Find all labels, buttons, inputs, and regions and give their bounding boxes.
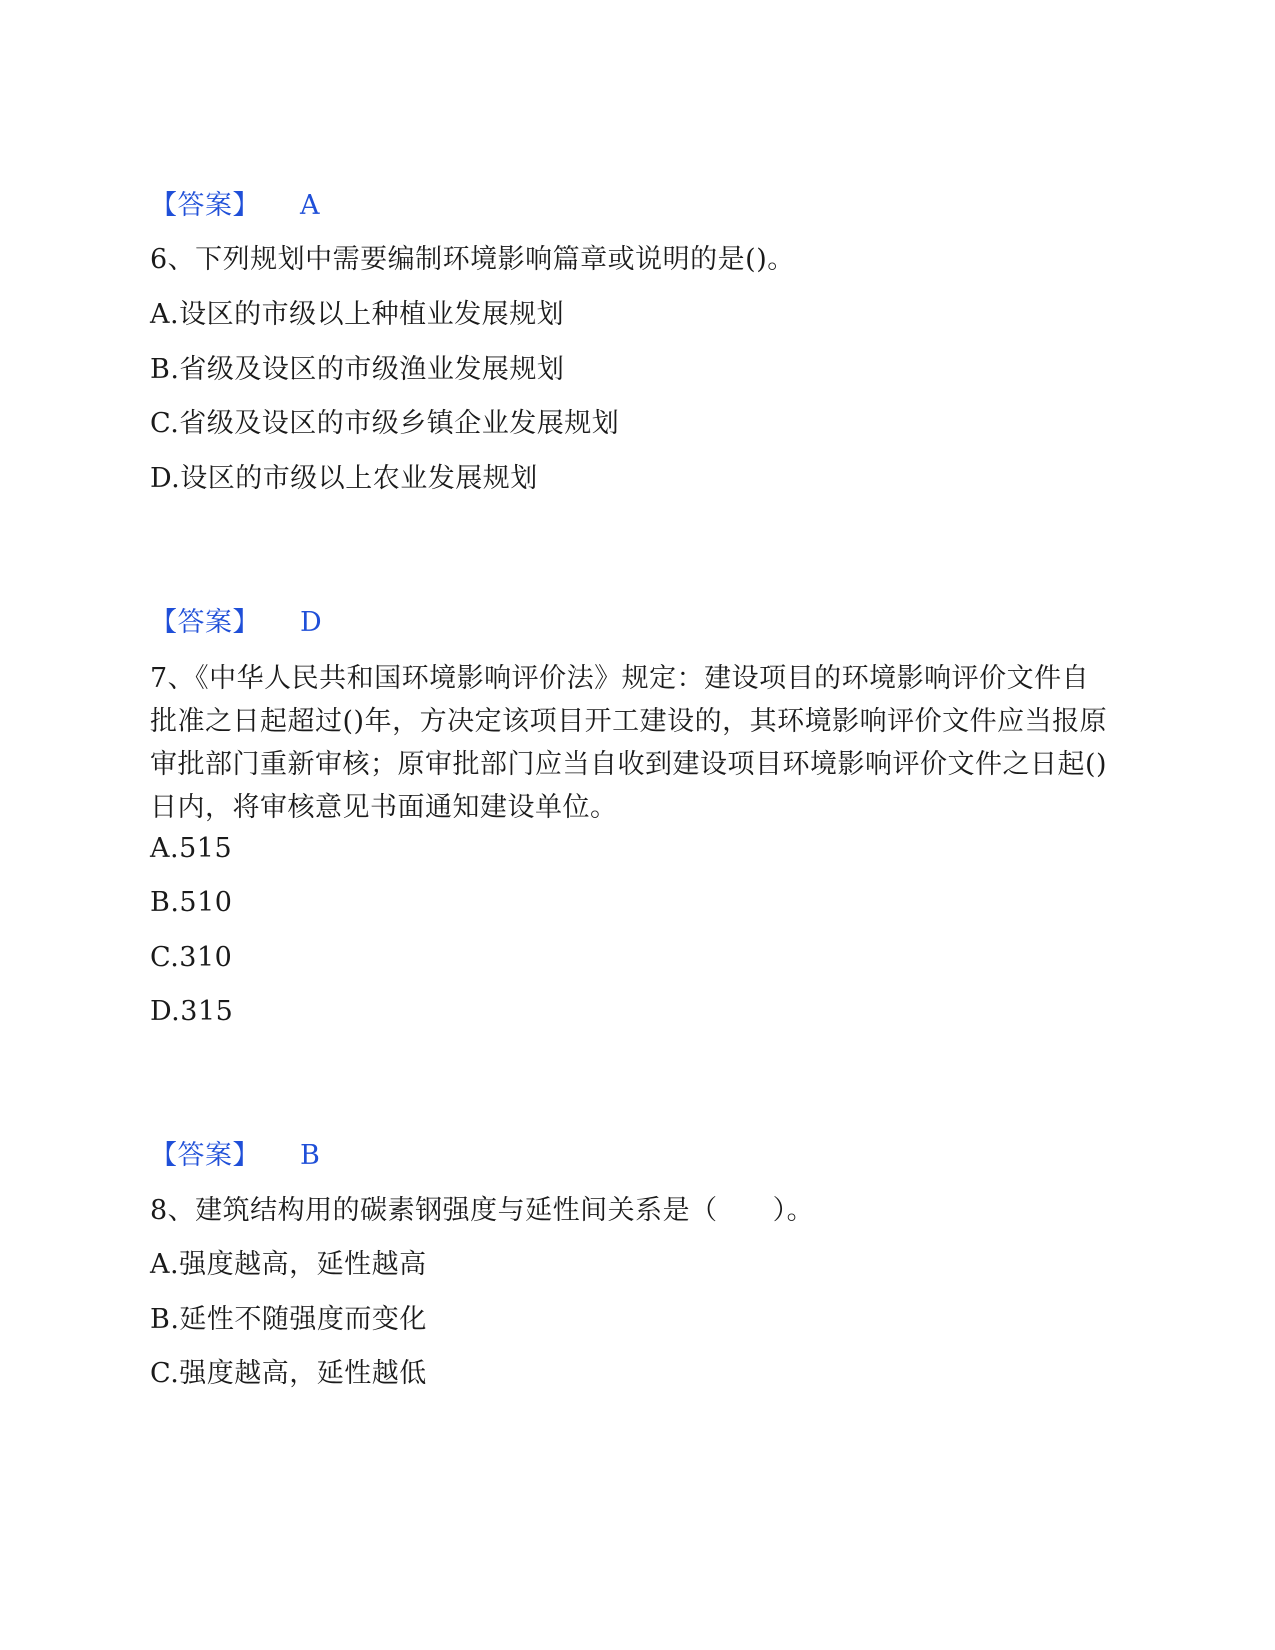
option-a: A.强度越高，延性越高 [150, 1249, 427, 1280]
option-d: D.315 [150, 996, 234, 1027]
answer-line [150, 603, 322, 643]
option-d: D.设区的市级以上农业发展规划 [150, 463, 538, 494]
option-b: B.延性不随强度而变化 [150, 1304, 427, 1335]
answer-value: D [300, 607, 323, 638]
answer-label: 【答案】 [150, 190, 260, 221]
option-a: A.设区的市级以上种植业发展规划 [150, 299, 565, 330]
question-text: 8、建筑结构用的碳素钢强度与延性间关系是（ ）。 [150, 1195, 815, 1226]
answer-line [150, 186, 320, 226]
answer-value: B [300, 1140, 321, 1171]
answer-label: 【答案】 [150, 607, 260, 638]
question-text: 7、《中华人民共和国环境影响评价法》规定：建设项目的环境影响评价文件自批准之日起超过()年，方决定该项目开工建设的，其环境影响评价文件应当报原审批部门重新审核；原审批部门应当自收到建设项目环境影响评价文件之日起()日内，将审核意见书面通知建设单位。 [150, 663, 1108, 823]
option-a: A.515 [150, 833, 233, 864]
answer-label: 【答案】 [150, 1140, 260, 1171]
answer-value: A [300, 190, 320, 221]
question-text: 6、下列规划中需要编制环境影响篇章或说明的是()。 [150, 244, 795, 275]
option-c: C.省级及设区的市级乡镇企业发展规划 [150, 408, 620, 439]
option-c: C.强度越高，延性越低 [150, 1358, 427, 1389]
option-b: B.510 [150, 887, 233, 918]
answer-line [150, 1136, 320, 1176]
option-c: C.310 [150, 942, 233, 973]
option-b: B.省级及设区的市级渔业发展规划 [150, 354, 565, 385]
